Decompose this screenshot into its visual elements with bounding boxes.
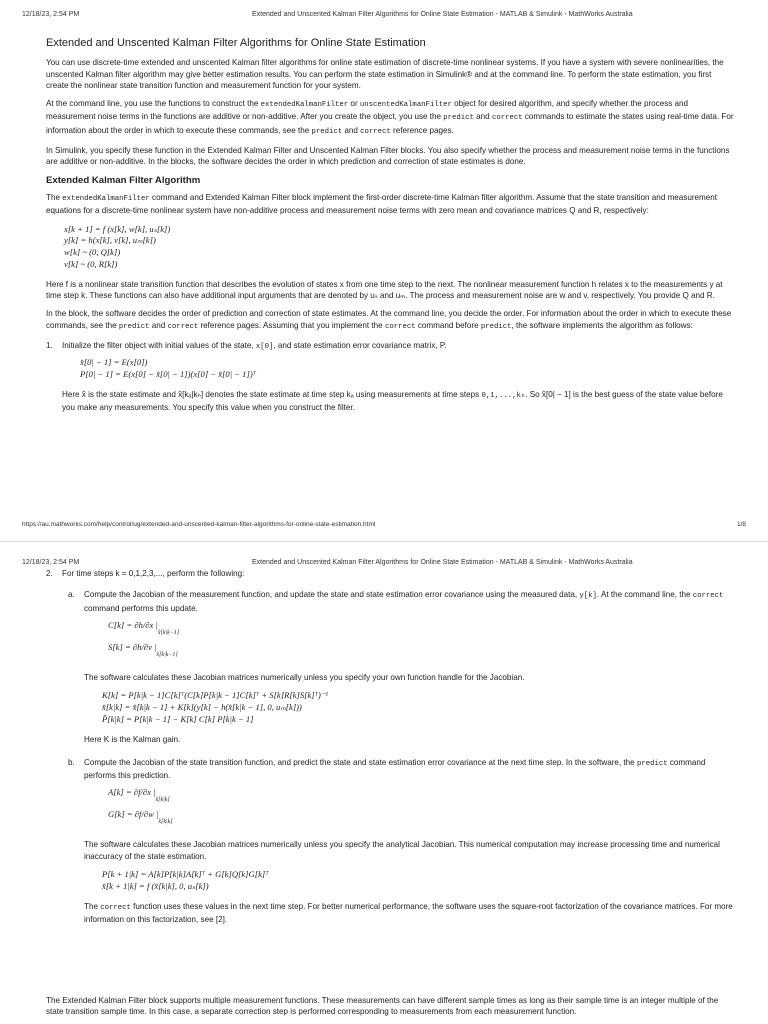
equation-line: P[k + 1|k] = A[k]P[k|k]A[k]ᵀ + G[k]Q[k]G[k]ᵀ bbox=[102, 869, 269, 880]
code-ukf-link[interactable]: unscentedKalmanFilter bbox=[359, 101, 452, 110]
code-correct-link[interactable]: correct bbox=[692, 592, 724, 601]
code-predict-link[interactable]: predict bbox=[636, 759, 668, 768]
equation-line: P[0| − 1] = E(x[0] − x̂[0| − 1])(x[0] − x̂[0| − 1])ᵀ bbox=[80, 369, 257, 380]
equation-line: x̂[0| − 1] = E(x[0]) bbox=[80, 357, 148, 368]
jacobian-a: A[k] = ∂f/∂x | bbox=[108, 787, 156, 798]
print-title: Extended and Unscented Kalman Filter Algorithms for Online State Estimation - MATLAB & Simulink - MathWorks Australia bbox=[252, 11, 633, 18]
print-header bbox=[22, 11, 746, 21]
code-correct-link[interactable]: correct bbox=[384, 322, 416, 331]
jacobian-subscript: x̂[k|k−1] bbox=[157, 629, 180, 636]
print-date: 12/18/23, 2:54 PM bbox=[22, 11, 80, 18]
page-url: https://au.mathworks.com/help/control/ug/extended-and-unscented-kalman-filter-algorithms-for-online-state-estimation.html bbox=[22, 521, 376, 528]
multiple-measurements-paragraph: The Extended Kalman Filter block supports multiple measurement functions. These measurements can have different sample times as long as their sample time is an integer multiple of the state transition sample time. In this case, a separate correction step is performed corresponding to measurements from each measurement function. bbox=[46, 996, 719, 1017]
jacobian-note-1: The software calculates these Jacobian matrices numerically unless you specify your own function handle for the Jacobian. bbox=[84, 672, 525, 682]
substep-label: b. bbox=[68, 757, 75, 767]
step-2 bbox=[46, 568, 736, 932]
substep-label: a. bbox=[68, 590, 75, 600]
intro-paragraph: You can use discrete-time extended and unscented Kalman filter algorithms for online state estimation of discrete-time nonlinear systems. If you have a system with severe nonlinearities, the unscented Kalman filter algorithm may give better estimation results. You can perform the state estimation in Simulink® and at the command line. To perform the state estimation, you first create the nonlinear state transition function and measurement function for your system. bbox=[46, 58, 724, 90]
jacobian-s: S[k] = ∂h/∂v | bbox=[108, 641, 157, 652]
code-predict-link[interactable]: predict bbox=[443, 114, 474, 123]
step-2a bbox=[68, 589, 736, 752]
code-predict-link[interactable]: predict bbox=[118, 322, 150, 331]
functions-paragraph: Here f is a nonlinear state transition function that describes the evolution of states x from one time step to the next. The nonlinear measurement function h relates x to the measurements y at time step k. These functions can also have additional input arguments that are denoted by uₛ and uₘ. The process and measurement noise are w and v, respectively. You provide Q and R. bbox=[46, 279, 723, 301]
page-number: 1/8 bbox=[736, 521, 746, 528]
jacobian-subscript: x̂[k|k−1] bbox=[156, 651, 178, 658]
equation-line: P̂[k|k] = P[k|k − 1] − K[k] C[k] P[k|k − 1] bbox=[102, 713, 254, 724]
step-2b-text: Compute the Jacobian of the state transition function, and predict the state and state estimation error covariance at the next time step. In the software, the predict command performs this prediction. bbox=[84, 757, 706, 781]
step-2a-text: Compute the Jacobian of the measurement function, and update the state and state estimation error covariance using the measured data, y[k]. At the command line, the correct command performs this update. bbox=[84, 590, 724, 613]
print-date: 12/18/23, 2:54 PM bbox=[22, 559, 80, 566]
page-separator bbox=[0, 541, 768, 542]
code-predict-link[interactable]: predict bbox=[311, 127, 343, 136]
ekf-intro-paragraph: The extendedKalmanFilter command and Extended Kalman Filter block implement the first-order discrete-time Kalman filter algorithm. Assume that the state transition and measurement equations for a discrete-time nonlinear system have non-additive process and measurement noise terms with zero mean and covariance matrices Q and R, respectively: bbox=[46, 192, 718, 216]
simulink-paragraph: In Simulink, you specify these function in the Extended Kalman Filter and Unscented Kalman Filter blocks. You also specify whether the process and measurement noise terms in the functions are additive or non-additive. In the blocks, the software decides the order in which prediction and correction of state estimates is done. bbox=[46, 146, 730, 167]
code-x0: x[0] bbox=[255, 342, 274, 351]
code-ekf-link[interactable]: extendedKalmanFilter bbox=[260, 101, 349, 110]
code-correct-link[interactable]: correct bbox=[491, 114, 523, 123]
step-1-text: Initialize the filter object with initial values of the state, x[0], and state estimation error covariance matrix, P. bbox=[62, 340, 447, 351]
step-2-text: For time steps k = 0,1,2,3,..., perform the following: bbox=[62, 569, 245, 578]
step-number: 2. bbox=[46, 569, 53, 578]
kalman-gain-note: Here K is the Kalman gain. bbox=[84, 734, 181, 744]
equation-line: x̂[k|k] = x̂[k|k − 1] + K[k](y[k] − h(x̂[k|k − 1], 0, uₘ[k])) bbox=[102, 701, 302, 712]
jacobian-c: C[k] = ∂h/∂x | bbox=[108, 619, 158, 630]
init-equations bbox=[80, 357, 736, 381]
code-correct-link[interactable]: correct bbox=[167, 322, 199, 331]
page-1-content bbox=[46, 38, 736, 418]
step-number: 1. bbox=[46, 340, 53, 350]
equation-line: K[k] = P[k|k − 1]C[k]ᵀ(C[k]P[k|k − 1]C[k]ᵀ + S[k]R[k]S[k]ᵀ)⁻¹ bbox=[102, 690, 328, 701]
command-line-paragraph: At the command line, you use the functions to construct the extendedKalmanFilter or unscentedKalmanFilter object for desired algorithm, and specify whether the process and measurement noise terms in the functions are additive or non-additive. After you create the object, you use the predict and correct commands to estimate the states using real-time data. For information about the order in which to execute these commands, see the predict and correct reference pages. bbox=[46, 99, 734, 136]
jacobian-g: G[k] = ∂f/∂w | bbox=[108, 809, 159, 820]
code-correct-link[interactable]: correct bbox=[360, 127, 391, 136]
equation-line: x[k + 1] = f (x[k], w[k], uₛ[k]) bbox=[64, 223, 171, 234]
code-steps: 0,1,...,kₕ bbox=[481, 391, 526, 400]
transition-jacobians bbox=[108, 787, 736, 831]
print-footer bbox=[22, 521, 746, 531]
print-title: Extended and Unscented Kalman Filter Algorithms for Online State Estimation - MATLAB & Simulink - MathWorks Australia bbox=[252, 559, 633, 566]
equation-line: x̂[k + 1|k] = f (x̂[k|k], 0, uₛ[k]) bbox=[102, 880, 209, 891]
jacobian-subscript: x̂[k|k] bbox=[155, 797, 170, 804]
measurement-jacobians bbox=[108, 620, 736, 664]
system-equations bbox=[64, 224, 736, 271]
jacobian-note-2: The software calculates these Jacobian matrices numerically unless you specify the analytical Jacobian. This numerical computation may increase processing time and numerical inaccuracy of the state estimation. bbox=[84, 840, 720, 861]
equation-line: v[k] ~ (0, R[k]) bbox=[64, 258, 118, 269]
step-1-note: Here x̂ is the state estimate and x̂[kₐ|kₕ] denotes the state estimate at time step kₐ using measurements at time steps 0,1,...,kₕ. So x̂[0| − 1] is the best guess of the state value before you make any measurements. You specify this value when you construct the filter. bbox=[62, 389, 723, 413]
equation-line: y[k] = h(x[k], v[k], uₘ[k]) bbox=[64, 235, 156, 246]
order-paragraph: In the block, the software decides the order of prediction and correction of state estimates. At the command line, you decide the order. For information about the order in which to execute these commands, see the predict and correct reference pages. Assuming that you implement the correct command before predict, the software implements the algorithm as follows: bbox=[46, 309, 732, 331]
code-yk: y[k] bbox=[579, 592, 597, 601]
equation-line: w[k] ~ (0, Q[k]) bbox=[64, 247, 121, 258]
ekf-heading: Extended Kalman Filter Algorithm bbox=[46, 174, 201, 186]
step-1 bbox=[46, 340, 736, 413]
page-2-content bbox=[46, 568, 736, 937]
jacobian-subscript: x̂[k|k] bbox=[158, 819, 173, 826]
correct-usage-paragraph: The correct function uses these values in the next time step. For better numerical performance, the software uses the square-root factorization of the covariance matrices. For more information on this factorization, see [2]. bbox=[84, 901, 733, 924]
doc-title: Extended and Unscented Kalman Filter Algorithms for Online State Estimation bbox=[46, 37, 426, 49]
code-correct-link[interactable]: correct bbox=[100, 903, 131, 912]
step-2b bbox=[68, 757, 736, 927]
predict-equations bbox=[102, 869, 736, 893]
code-ekf-link[interactable]: extendedKalmanFilter bbox=[62, 194, 150, 203]
update-equations bbox=[102, 690, 736, 725]
code-predict-link[interactable]: predict bbox=[480, 322, 512, 331]
